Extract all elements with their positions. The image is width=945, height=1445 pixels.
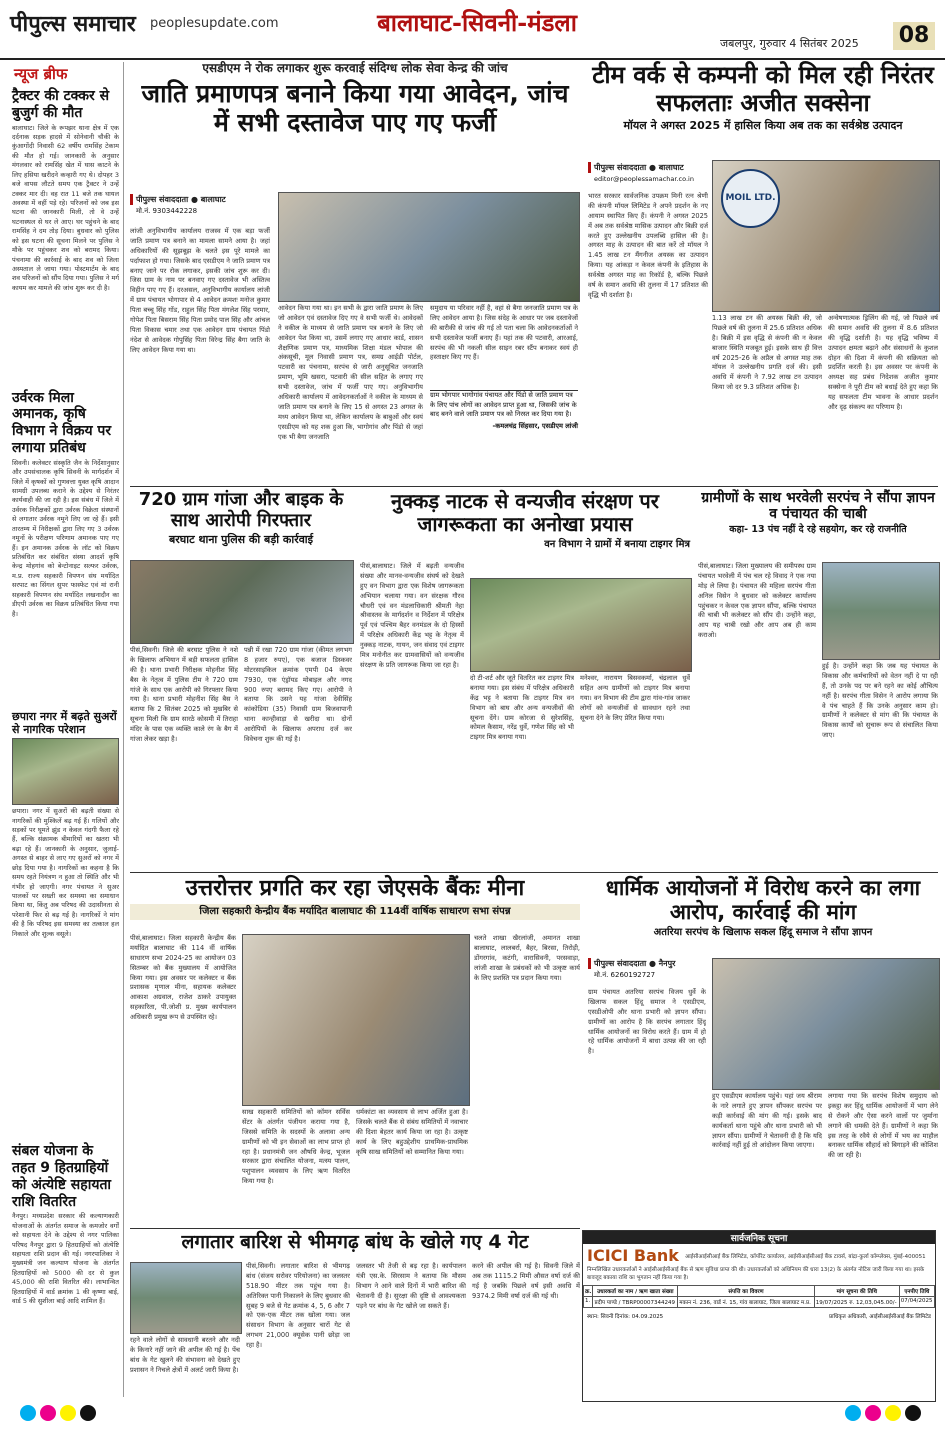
story-headline: नुक्कड़ नाटक से वन्यजीव संरक्षण पर जागरूकता का अनोखा प्रयास [391,489,659,536]
registration-mark [20,1405,36,1421]
table-header: उधारकर्ता का नाम / ऋण खाता संख्या [593,1286,678,1297]
sdm-quote: ग्राम भोगपार भागोगांव पंचायत और पिंडो से जाति प्रमाण पत्र के लिए पांच लोगों का आवेदन प्राप्त हुआ था, जिसकी जांच के बाद बनने वाले जाति प्रमाण पत्र को निरस्त कर दिया गया है। [430,391,577,419]
table-header: संपत्ति का विवरण [678,1286,815,1297]
story-subhead: जिला सहकारी केन्द्रीय बैंक मर्यादित बालाघाट की 114वीं वार्षिक साधारण सभा संपन्न [130,904,580,920]
byline-phone: मो.नं. 9303442228 [136,207,198,215]
police-photo [130,560,354,644]
story-column: ग्राम पंचायत अतरिया सरपंच विजय धुर्वे के खिलाफ सकल हिंदू समाज ने एसडीएम, एसडीओपी और थाना प्रभारी को ज्ञापन सौंपा। ग्रामीणों का आरोप है कि सरपंच लगातार हिंदू धार्मिक आयोजनों का विरोध करते हैं। ग्राम में हो रहे धार्मिक आयोजनों में बाधा उत्पन्न की जा रही है। [588,988,706,1056]
notice-body: निम्नलिखित उधारकर्ताओं ने आईसीआईसीआई बैंक से ऋण सुविधा प्राप्त की थी। उधारकर्ताओं को अधिनियम की धारा 13(2) के अंतर्गत नोटिस जारी किया गया था। इसके बावजूद बकाया राशि का भुगतान नहीं किया गया है। [587,1267,925,1281]
story-headline: लगातार बारिश से भीमगढ़ बांध के खोले गए 4 गेट [181,1231,529,1253]
table-cell: 1. [584,1297,593,1308]
website-link[interactable]: peoplesupdate.com [150,16,279,31]
story-column: भारत सरकार सार्वजनिक उपक्रम मिनी रत्न श्रेणी की कंपनी मॉयल लिमिटेड ने अपने प्रदर्शन के नए आयाम स्थापित किए हैं। कंपनी ने अगस्त 2025 में अब तक सर्वश्रेष्ठ मासिक उत्पादन और बिक्री दर्ज करते हुए उल्लेखनीय उपलब्धि हासिल की है। अगस्त माह के उत्पादन की बात करें तो मॉयल ने 1.45 लाख टन मैंगनीज अयस्क का उत्पादन किया। यह आंकड़ा न केवल कंपनी के इतिहास के सर्वश्रेष्ठ अगस्त माह का रिकॉर्ड है, बल्कि पिछले वर्ष के समान अवधि की तुलना में 17 प्रतिशत की वृद्धि भी दर्शाता है। [588,192,708,299]
story-moil [588,62,938,484]
dam-photo [130,1262,242,1334]
registration-mark [40,1405,56,1421]
story-column: 1.13 लाख टन की अयस्क बिक्री की, जो पिछले वर्ष की तुलना में 25.6 प्रतिशत अधिक है। बिक्री में इस वृद्धि से कंपनी की न केवल बाजार स्थिति मजबूत हुई। इसके साथ ही वित्त वर्ष 2025-26 के अप्रैल से अगस्त माह तक मॉयल ने उल्लेखनीय प्रगति दर्ज की। इसी अवधि में कंपनी ने 7.92 लाख टन उत्पादन किया जो दर 9.3 प्रतिशत अधिक है। [712,314,822,392]
divider [130,872,938,873]
story-column: चलते शाखा खैरलांजी, अमानत शाखा बालाघाट, लालबर्रा, बैहर, बिरसा, तिरोड़ी, डोंगरगांव, कटंगी, वारासिवनी, परसवाड़ा, लांजी शाखा के प्रबंधकों को भी उत्कृष्ट कार्य के लिए प्रशस्ति पत्र प्रदान किया गया। [474,934,580,982]
byline: पीपुल्स संवाददाता ● बालाघाट [588,162,708,173]
brief-headline: छपारा नगर में बढ़ते सुअरों से नागरिक परेशान [12,709,117,736]
table-header: मांग सूचना की तिथि [814,1286,899,1297]
registration-mark [80,1405,96,1421]
byline-phone: मो.नं. 6260192727 [594,971,656,979]
story-column: समुदाय या परिवार नहीं है, वहां से बैगा जनजाति प्रमाण पत्र के लिए आवेदन आया है। जिस संदेह के आधार पर जब दस्तावेजों की बारीकी से जांच की गई तो पता चला कि आवेदनकर्ताओं ने सभी दस्तावेज फर्जी बनाए हैं। यहां तक की पटवारी, आरआई, सरपंच की भी नकली सील साइन रबर स्टैंप बनाकर स्वयं ही हस्ताक्षर किए गए हैं। [430,304,578,362]
region-title: बालाघाट-सिवनी-मंडला [377,8,577,37]
table-cell: 07/04/2025 [899,1297,934,1308]
memorandum-crowd-photo [712,958,940,1090]
story-headline: धार्मिक आयोजनों में विरोध करने का लगा आरोप, कार्रवाई की मांग [605,876,921,925]
brief-text: बालाघाट। जिले के रूपझर थाना क्षेत्र में एक दर्दनाक सड़क हादसे में सोनेवानी चौकी के कुंआगोंदी निवासी 62 वर्षीय रामसिंह टेकाम की मौत हो गई। जानकारी के अनुसार मंगलवार को रामसिंह खेत में घास काटने के लिए हसिया खरीदने कन्हारी गए थे। दोपहर 3 बजे वापस लौटते समय एक ट्रैक्टर ने उन्हें टक्कर मार दी। वह रात 11 बजे तक घायल अवस्था में वहीं पड़े रहे। परिजनों को जब इस घटना की जानकारी मिली, तो वे उन्हें घटनास्थल से घर ले आए। घर पहुंचने के बाद रामसिंह ने दम तोड़ दिया। बुधवार को पुलिस को इस घटना की सूचना मिलने पर पुलिस ने मौके पर पहुंचकर शव को बरामद किया। पंचनामा की कार्रवाई के बाद शव को जिला अस्पताल ले जाया गया। पोस्टमार्टम के बाद शव परिजनों को सौंप दिया गया। पुलिस ने मर्ग कायम कर मामले की जांच शुरू कर दी है। [12,123,119,292]
story-headline: 720 ग्राम गांजा और बाइक के साथ आरोपी गिरफ्तार [138,489,344,531]
notice-title: सार्वजनिक सूचना [583,1231,935,1244]
notice-footer: स्थान: सिवनी दिनांक: 04.09.2025 [587,1314,664,1321]
story-religious-events [588,876,938,1226]
notice-signatory: प्राधिकृत अधिकारी, आईसीआईसीआई बैंक लिमिटेड [829,1314,931,1321]
story-column: पीसं,बालाघाट। जिला मुख्यालय की समीपस्थ ग्राम पंचायत भरवेली में पंच चल रहे विवाद ने एक नया मोड़ ले लिया है। पंचायत की महिला सरपंच गीता अनिल विसेन ने बुधवार को कलेक्टर कार्यालय पहुंचकर न केवल एक ज्ञापन सौंपा, बल्कि पंचायत की चाबी भी कलेक्टर को सौंप दी। उन्होंने कहा, आप यह चाबी रखो और आप अब ही काम कराओ। [698,562,816,640]
story-subhead: मॉयल ने अगस्त 2025 में हासिल किया अब तक का सर्वश्रेष्ठ उत्पादन [623,119,903,133]
story-subhead: अतरिया सरपंच के खिलाफ सकल हिंदू समाज ने सौंपा ज्ञापन [653,927,873,939]
sdm-quote-box [430,390,578,483]
story-column: हुई है। उन्होंने कहा कि जब यह पंचायत के विकास और कर्मचारियों को वेतन नहीं दे पा रही हैं, तो उनके पद पर बने रहने का कोई औचित्य नहीं है। सरपंच गीता विसेन ने आरोप लगाया कि वे पंच चाहते हैं कि उनके अनुसार काम हो। ग्रामीणों ने कलेक्टर से मांग की कि पंचायत के विकास कार्यों को सुचारू रूप से संचालित किया जाए। [822,662,938,740]
pigs-photo [12,738,119,805]
story-column: लांजी अनुविभागीय कार्यालय राजस्व में एक बड़ा फर्जी जाति प्रमाण पत्र बनाने का मामला सामने आया है। जहां अधिकारियों की सूझबूझ के चलते इस पूरे मामले का पर्दाफाश हो गया। जिसके बाद एसडीएम ने जाति प्रमाण पत्र बनाए जाने पर रोक लगाकर, इसकी जांच शुरू कर दी। जिस ग्राम के नाम पर बनवाए गए दस्तावेज भी अस्तित्व विहीन पाए गए हैं। दरअसल, अनुविभागीय कार्यालय लांजी में ग्राम पंचायत भोगापार से 4 आवेदन क्रमशः मनोज कुमार पिता बच्चू सिंह गोंड, राहुल सिंह पिता मंगलेश सिंह परमार, गोपेश पिता बिसराम सिंह पिता प्रमोद पाल सिंह और आंचल पिता विकास चमार तथा एक आवेदन ग्राम पंचायत पिंडो नंदेश से आवेदक गोपुसिंह पिता विरेन्द्र सिंह बैगा जाति के लिए आवेदन किया गया था। [130,227,270,354]
dateline: जबलपुर, गुरुवार 4 सितंबर 2025 [720,37,859,50]
byline: पीपुल्स संवाददाता ● बालाघाट [130,194,270,205]
news-brief-label: न्यूज ब्रीफ [14,65,68,83]
table-header: क्र. [584,1286,593,1297]
story-headline: टीम वर्क से कम्पनी को मिल रही निरंतर सफलताः अजीत सक्सेना [592,61,934,117]
table-row [584,1297,935,1308]
story-column: अन्वेषणात्मक ड्रिलिंग की गई, जो पिछले वर्ष की समान अवधि की तुलना में 8.6 प्रतिशत की वृद्धि दर्शाती है। यह वृद्धि भविष्य में उत्पादन क्षमता बढ़ाने और संसाधनों के कुशल दोहन की दिशा में कंपनी की सक्रियता को प्रदर्शित करती है। इस अवसर पर कंपनी के अध्यक्ष सह प्रबंध निदेशक अजीत कुमार सक्सेना ने पूरी टीम को बधाई देते हुए कहा कि यह सफलता टीम भावना के आधार प्रदर्शन और दृढ़ संकल्प का परिणाम है। [828,314,938,412]
story-column: साख सहकारी समितियों को कॉमन सर्विस सेंटर के अंतर्गत पंजीयन कराया गया है, जिससे समिति के सदस्यों के अलावा अन्य ग्रामीणों को भी इन सेवाओं का लाभ प्राप्त हो रहा है। प्रधानमंत्री जन औषधि केन्द्र, भूजल सरकार द्वारा संचालित योजना, मत्स्य पालन, पशुपालन व्यवसाय के लिए ऋण वितरित किया गया है। [242,1108,350,1186]
story-subhead: वन विभाग ने ग्रामों में बनाया टाइगर मित्र [544,539,690,550]
tiger-mitra-photo [470,578,692,672]
brief-headline: ट्रैक्टर की टक्कर से बुजुर्ग की मौत [12,88,110,121]
story-ganja [130,490,352,868]
brief-text: नैनपुर। मध्यप्रदेश सरकार की कल्याणकारी योजनाओं के अंतर्गत समाज के कमजोर वर्गों को सहायता देने के उद्देश्य से नगर पालिका परिषद नैनपुर द्वारा 9 हितग्राहियों को अंत्येष्टि सहायता राशि प्रदान की गई। नगरपालिका ने मुख्यमंत्री जन कल्याण योजना के अंतर्गत हितग्राहियों को 5000 की दर से कुल 45,000 की राशि वितरित की। लाभान्वित हितग्राहियों में वार्ड क्रमांक 1 की कृष्णा बाई, वार्ड 5 की सुशीला बाई आदि शामिल हैं। [12,1212,119,1306]
memorandum-photo [822,562,940,660]
divider [130,486,938,487]
story-column: पीसं,सिवनी। लगातार बारिश से भीमगढ़ बांध (संजय सरोवर परियोजना) का जलस्तर 518.90 मीटर तक पहुंच गया है। अतिरिक्त पानी निकालने के लिए बुधवार की सुबह 9 बजे से गेट क्रमांक 4, 5, 6 और 7 को एक-एक मीटर तक खोला गया। जल संसाधन विभाग के अनुसार चारों गेट से लगभग 21,000 क्यूसेक पानी छोड़ा जा रहा है। [246,1262,350,1350]
story-sarpanch-keys [698,490,938,868]
paper-logo: पीपुल्स समाचार [10,12,136,37]
story-dam-gates [130,1232,580,1400]
registration-mark [885,1405,901,1421]
notice-table [583,1285,935,1308]
registration-mark [60,1405,76,1421]
story-street-play [360,490,690,868]
byline: पीपुल्स संवाददाता ● नैनपुर [588,958,706,969]
table-header-row [584,1286,935,1297]
story-headline: ग्रामीणों के साथ भरवेली सरपंच ने सौंपा ज्ञापन व पंचायत की चाबी [701,490,935,523]
story-column: पीसं,बालाघाट। जिले में बढ़ती वन्यजीव संख्या और मानव-वन्यजीव संघर्ष को देखते हुए वन विभाग द्वारा एक विशेष जागरूकता अभियान चलाया गया। वन संरक्षक गौरव चौधरी एवं वन मंडलाधिकारी श्रीमती नेहा श्रीवास्तव के मार्गदर्शन व निर्देशन में परिक्षेत्र पूर्व एवं पश्चिम बैहर वनमंडल के दो हिस्सों में परिक्षेत्र अधिकारी केंद्र भट्ट के नेतृत्व में नुक्कड़ नाटक, गायन, जन संवाद एवं टाइगर मित्र मनोनीत कर ग्रामवासियों को वन्यजीव संरक्षण के प्रति जागरूक किया जा रहा है। [360,562,464,669]
masthead [0,0,945,60]
registration-mark [905,1405,921,1421]
bank-address: आईसीआईसीआई बैंक लिमिटेड, कॉर्पोरेट कार्यालय, आईसीआईसीआई बैंक टावर्स, बांद्रा-कुर्ला कॉम्प्लेक्स, मुंबई-400051 [684,1253,926,1260]
moil-logo: MOIL LTD. [721,169,780,228]
story-column: दो टी-शर्ट और जूते वितरित कर टाइगर मित्र बनाया गया। इस संबंध में परिक्षेत्र अधिकारी केंद्र भट्ट ने बताया कि टाइगर मित्र वन विभाग को बाघ और अन्य वन्यजीवों की सूचना देंगे। ग्राम कोरजा से सुरेशसिंह, कोमल कैसाम, नरेंद्र धुर्वे, गणेश सिंह को भी टाइगर मित्र बनाया गया। [470,674,574,742]
moil-event-photo [712,160,940,312]
byline-email: editor@peoplessamachar.co.in [594,175,694,183]
story-kicker: एसडीएम ने रोक लगाकर शुरू करवाई संदिग्ध लोक सेवा केन्द्र की जांच [202,61,508,75]
registration-mark [865,1405,881,1421]
page-number: 08 [893,22,935,50]
story-subhead: कहा- 13 पंच नहीं दे रहे सहयोग, कर रहे राजनीति [729,524,907,536]
story-column: आवेदन किया गया था। इन सभी के द्वारा जाति प्रमाण के लिए जो आवेदन एवं दस्तावेज दिए गए वे सभी फर्जी थे। आवेदकों ने वकील के माध्यम से जाति प्रमाण पत्र बनाने के लिए जो आवेदन पेश किया था, उसमें लगाए गए आधार कार्ड, शासन शैक्षणिक प्रमाण पत्र, माध्यमिक शिक्षा मंडल भोपाल की अंकसूची, मूल निवासी प्रमाण पत्र, समग्र आईडी पोर्टल, पटवारी का पंचनामा, सरपंच से जारी अनुसूचित जनजाति प्रमाण, भूमि खसरा, पटवारी की सील सहित के लगाए गए सभी दस्तावेज, जांच में फर्जी पाए गए। अनुविभागीय अधिकारी कार्यालय में आवेदनकर्ताओं ने वकील के माध्यम से जाति प्रमाण पत्र बनाने के लिए 15 से अगस्त 23 अगस्त के मध्य आवेदन किया था, लेकिन कार्यालय के बाबुओं और स्वयं एसडीएम को यह शक हुआ कि, भागोगांव और पिंडो से जहां एक भी बैगा जनजाति [278,304,423,441]
story-column: मनेश्वर, नारायण बिसवकर्मा, चंद्रलाल धुर्वे सहित अन्य ग्रामीणों को टाइगर मित्र बनाया गया। वन विभाग की टीम द्वारा गांव-गांव जाकर लोगों को वन्यजीवों से सावधान रहने तथा सूचना देने के लिए प्रेरित किया गया। [580,674,690,722]
office-photo [278,192,580,302]
story-column: जलस्तर भी तेजी से बढ़ रहा है। कार्यपालन यंत्री एस.के. सिरसाम ने बताया कि मौसम विभाग ने आने वाले दिनों में भारी बारिश की चेतावनी दी है। सुरक्षा की दृष्टि से आवश्यकता पड़ने पर बांध के गेट खोले जा सकते हैं। [356,1262,466,1310]
table-cell: प्रदीप पाण्डे / TBRP00007344249 [593,1297,678,1308]
public-notice [582,1230,936,1402]
story-headline: उत्तरोत्तर प्रगति कर रहा जेएसके बैंकः मीना [185,876,525,901]
registration-mark [845,1405,861,1421]
story-column: पन्नी में रखा 720 ग्राम गांजा (कीमत लगभग 8 हजार रुपए), एक बजाज डिस्कवर मोटरसाइकिल क्रमांक एमपी 04 केएम 7930, एक एंड्रॉयड मोबाइल और नगद 900 रुपए बरामद किए गए। आरोपी ने बताया कि उसने यह गांजा देवीसिंह कांकोडिया (35) निवासी ग्राम बिजवापानी थाना कान्हीवाड़ा से खरीदा था। दोनों आरोपियों के खिलाफ अपराध दर्ज कर विवेचना शुरू की गई है। [244,646,352,744]
story-column: पीसं,सिवनी। जिले की बरघाट पुलिस ने नशे के खिलाफ अभियान में बड़ी सफलता हासिल की है। थाना प्रभारी निरीक्षक मोहनीश सिंह बैस के नेतृत्व में पुलिस टीम ने 720 ग्राम गांजे के साथ एक आरोपी को गिरफ्तार किया गया है। थाना प्रभारी मोहनीश सिंह बैस ने बताया कि 2 सितंबर 2025 को मुखबिर से सूचना मिली कि ग्राम सारठे कोसमी में तिराहा मंदिर के पास एक व्यक्ति काले रंग के बैग में गांजा लेकर खड़ा है। [130,646,238,744]
brief-text: सिवनी। कलेक्टर संस्कृति जैन के निर्देशानुसार और उपसंचालक कृषि सिवनी के मार्गदर्शन में जिले में कृषकों को गुणवत्ता युक्त कृषि आदान सामग्री उपलब्ध कराने के उद्देश्य से निरंतर कार्यवाही की जा रही है। इस संबंध में जिले में उर्वरक निरीक्षकों द्वारा उर्वरक विक्रेता संस्थानों से लगातार उर्वरक नमूने लिए जा रहे हैं। इसी तारतम्य में निरीक्षकों द्वारा लिए गए 3 उर्वरक नमूनों के परीक्षण परिणाम अमानक पाए गए हैं। इन अमानक उर्वरक के लॉट को विक्रय प्रतिबंधित कर संबंधित संस्था आदर्श कृषि केन्द्र मोहगांव को बेन्टोनाइट सल्फर उर्वरक, म.प्र. राज्य सहकारी विपणन संघ मर्यादित सरपाट का सिंगल सुपर फास्फेट एवं मां रानी सहकारी विपणन संघ मर्यादित लखनादौन का डीएपी उर्वरक का विक्रय प्रतिबंधित किया गया है। [12,458,119,618]
bank-logo: ICICI Bank [587,1246,679,1265]
news-brief-sidebar [8,62,124,1397]
divider [130,1228,580,1229]
brief-headline: उर्वरक मिला अमानक, कृषि विभाग ने विक्रय पर लगाया प्रतिबंध [12,389,112,456]
story-column: पीसं,बालाघाट। जिला सहकारी केन्द्रीय बैंक मर्यादित बालाघाट की 114 वीं वार्षिक साधारण सभा 2024-25 का आयोजन 03 सितम्बर को बैंक मुख्यालय में आयोजित किया गया। इस अवसर पर कलेक्टर व बैंक प्रशासक मृणाल मीना, सहायक कलेक्टर आकाश अग्रवाल, राजेश ठाकरे उपायुक्त सहकारिता, पी.जोशी प्र. मुख्य कार्यपालन अधिकारी प्रमुख रूप से उपस्थित रहे। [130,934,236,1022]
table-header: एनपीए तिथि [899,1286,934,1297]
brief-text: छपारा। नगर में सुअरों की बढ़ती संख्या से नागरिकों की मुश्किलें बढ़ गई हैं। गलियों और सड़कों पर घूमते झुंड न केवल गंदगी फैला रहे हैं, बल्कि संक्रामक बीमारियों का खतरा भी बढ़ा रहे हैं। जानकारी के अनुसार, जुलाई-अगस्त से बाहर से लाए गए सुअरों को नगर में छोड़ दिया गया है। नागरिकों का कहना है कि समय रहते नियंत्रण न हुआ तो स्थिति और भी गंभीर हो जाएगी। नगर पंचायत ने सुअर पालकों पर सख्ती कर समस्या का समाधान किया था, किंतु अब परिषद की उदासीनता से परेशानी फिर से बढ़ गई है। नागरिकों ने मांग की है कि परिषद इस समस्या का तत्काल हल निकाले और शुल्क वसूले। [12,807,119,938]
story-caste-certificate [130,62,580,484]
story-column: करने की अपील की गई है। सिवनी जिले में अब तक 1115.2 मिमी औसत वर्षा दर्ज की गई है जबकि पिछले वर्ष इसी अवधि में 9374.2 मिमी वर्षा दर्ज की गई थी। [472,1262,580,1300]
brief-headline: संबल योजना के तहत 9 हितग्राहियों को अंत्येष्टि सहायता राशि वितरित [12,1143,112,1210]
story-column: हुए एसडीएम कार्यालय पहुंचे। यहां जय श्रीराम के नारे लगाते हुए ज्ञापन सौंपकर सरपंच पर कड़ी कार्रवाई की मांग की गई। इसके बाद कार्यकर्ता थाना पहुंचे और थाना प्रभारी को भी ज्ञापन सौंपा। ग्रामीणों ने चेतावनी दी है कि यदि कार्रवाई नहीं हुई तो आंदोलन किया जाएगा। [712,1092,822,1150]
story-column: लगाया गया कि सरपंच विशेष समुदाय को इकट्ठा कर हिंदू धार्मिक आयोजनों में भाग लेने से रोकने और ऐसा करने वालों पर जुर्माना लगाने की धमकी देते हैं। ग्रामीणों ने कहा कि इस तरह के रवैये से लोगों में भय का माहौल बनाकर धार्मिक सौहार्द को बिगाड़ने की कोशिश की जा रही है। [828,1092,938,1160]
story-column: रहने वाले लोगों से सावधानी बरतने और नदी के किनारे नहीं जाने की अपील की गई है। पेंच बांध के गेट खुलने की संभावना को देखते हुए प्रशासन ने निचले क्षेत्रों में अलर्ट जारी किया है। [130,1336,240,1374]
table-cell: मकान नं. 236, वार्ड नं. 15, गांव बालाघाट, जिला बालाघाट म.प्र. [678,1297,815,1308]
sdm-quote-author: -कमलचंद्र सिंहसार, एसडीएम लांजी [492,421,578,430]
story-cooperative-bank [130,876,580,1228]
story-headline: जाति प्रमाणपत्र बनाने किया गया आवेदन, जांच में सभी दस्तावेज पाए गए फर्जी [141,78,569,137]
table-cell: 19/07/2025 रु. 12,03,045.00/- [814,1297,899,1308]
story-subhead: बरघाट थाना पुलिस की बड़ी कार्रवाई [168,533,314,547]
story-column: धर्मकांटा का व्यवसाय से लाभ अर्जित हुआ है। जिसके चलते बैंक से संबंध समितियों में नवाचार की दिशा बेहतर कार्य किया जा रहा है। उत्कृष्ट कार्य के लिए बहुउद्देशीय प्राथमिक-प्राथमिक कृषि साख समितियों को सम्मानित किया गया। [356,1108,468,1156]
bank-agm-photo [242,934,470,1106]
